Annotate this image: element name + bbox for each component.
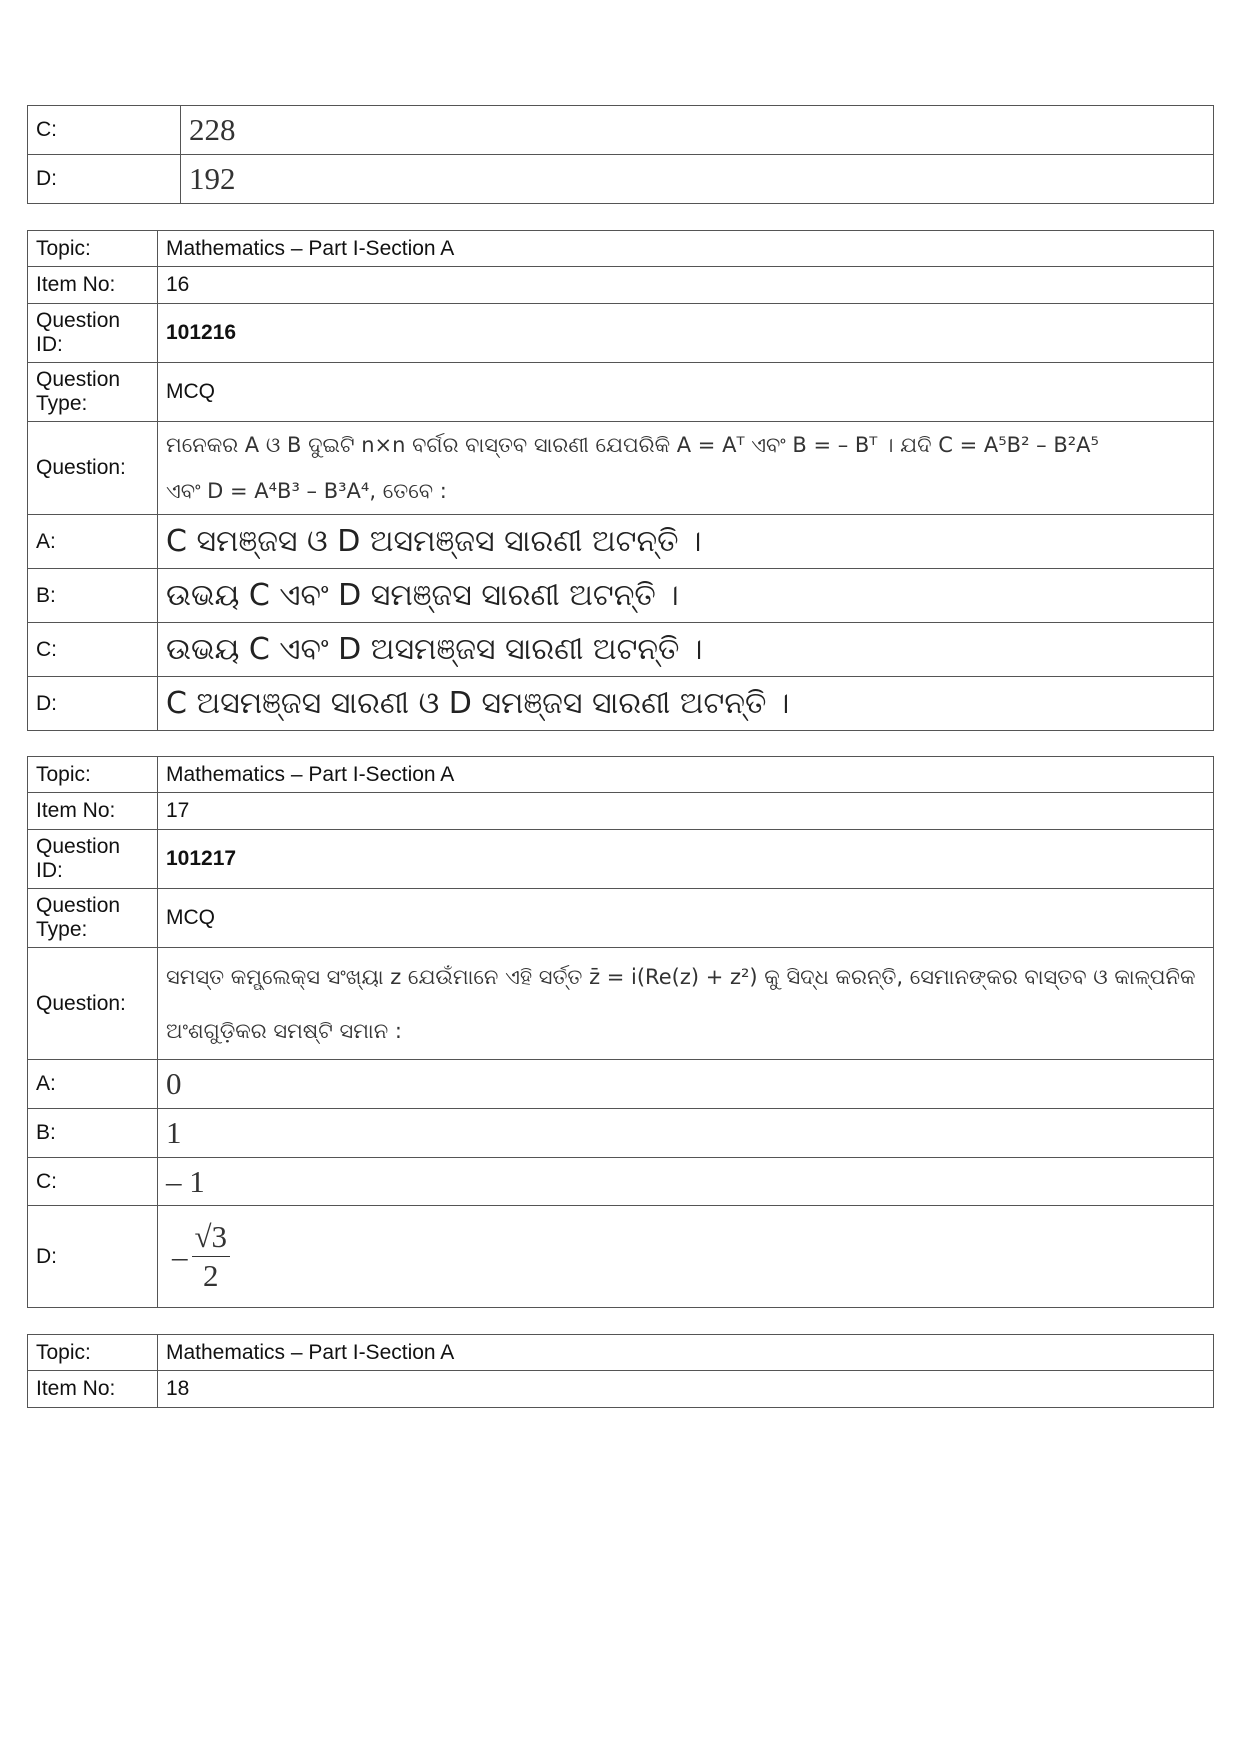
option-value: 228: [181, 106, 1214, 155]
option-label: A:: [28, 515, 158, 569]
prev-item-options-table: [27, 105, 1214, 204]
question-id-label: Question ID:: [28, 830, 158, 889]
topic-label: Topic:: [28, 1335, 158, 1371]
question-table-item-18: [27, 1334, 1214, 1408]
item-no-row: [28, 267, 1214, 304]
option-label: D:: [28, 155, 181, 204]
option-label: B:: [28, 1109, 158, 1158]
option-row-d: [28, 677, 1214, 731]
fraction-numerator: √3: [192, 1218, 231, 1257]
option-row-d: [28, 1206, 1214, 1308]
item-no-row: [28, 793, 1214, 830]
item-no-label: Item No:: [28, 267, 158, 304]
question-row: [28, 422, 1214, 515]
option-label: C:: [28, 106, 181, 155]
question-row: [28, 948, 1214, 1060]
option-text: C ଅସମଞ୍ଜସ ସାରଣୀ ଓ D ସମଞ୍ଜସ ସାରଣୀ ଅଟନ୍ତି ।: [158, 677, 1214, 731]
option-value: – 1: [158, 1158, 1214, 1206]
question-type-label: Question Type:: [28, 889, 158, 948]
item-no-value: 18: [158, 1371, 1214, 1408]
question-table-item-16: [27, 230, 1214, 731]
topic-row: [28, 1335, 1214, 1371]
option-value: 1: [158, 1109, 1214, 1158]
question-line: ସମସ୍ତ କମ୍ପ୍ଲେକ୍ସ ସଂଖ୍ୟା z ଯେଉଁମାନେ ଏହି ସର୍ତ୍ତ z̄ = i(Re(z) + z²) କୁ ସିଦ୍ଧ କରନ୍ତି, ସେମାନଙ୍କର ବାସ୍ତବ ଓ କାଳ୍ପନିକ: [166, 964, 1196, 989]
option-text: ଉଭୟ C ଏବଂ D ସମଞ୍ଜସ ସାରଣୀ ଅଟନ୍ତି ।: [158, 569, 1214, 623]
option-row-b: [28, 569, 1214, 623]
option-row-a: [28, 515, 1214, 569]
question-label: Question:: [28, 948, 158, 1060]
question-type-label: Question Type:: [28, 363, 158, 422]
topic-value: Mathematics – Part I-Section A: [158, 757, 1214, 793]
topic-value: Mathematics – Part I-Section A: [158, 1335, 1214, 1371]
option-value: 192: [181, 155, 1214, 204]
question-id-value: 101216: [158, 304, 1214, 363]
topic-row: [28, 757, 1214, 793]
item-no-label: Item No:: [28, 1371, 158, 1408]
option-value: [158, 1206, 1214, 1308]
option-row-c: [28, 623, 1214, 677]
topic-label: Topic:: [28, 231, 158, 267]
question-label: Question:: [28, 422, 158, 515]
topic-value: Mathematics – Part I-Section A: [158, 231, 1214, 267]
option-label: D:: [28, 1206, 158, 1308]
option-row-b: [28, 1109, 1214, 1158]
option-row-c: [28, 106, 1214, 155]
question-type-row: [28, 363, 1214, 422]
topic-label: Topic:: [28, 757, 158, 793]
option-value: 0: [158, 1060, 1214, 1109]
question-id-row: [28, 830, 1214, 889]
fraction: [192, 1218, 231, 1295]
item-no-value: 17: [158, 793, 1214, 830]
question-line: ଏବଂ D = A⁴B³ – B³A⁴, ତେବେ :: [166, 479, 447, 503]
item-no-label: Item No:: [28, 793, 158, 830]
option-text: C ସମଞ୍ଜସ ଓ D ଅସମଞ୍ଜସ ସାରଣୀ ଅଟନ୍ତି ।: [158, 515, 1214, 569]
fraction-denominator: 2: [203, 1258, 219, 1293]
option-text: ଉଭୟ C ଏବଂ D ଅସମଞ୍ଜସ ସାରଣୀ ଅଟନ୍ତି ।: [158, 623, 1214, 677]
question-id-value: 101217: [158, 830, 1214, 889]
question-type-value: MCQ: [158, 889, 1214, 948]
option-label: A:: [28, 1060, 158, 1109]
question-line: ଅଂଶଗୁଡ଼ିକର ସମଷ୍ଟି ସମାନ :: [166, 1018, 402, 1043]
option-label: C:: [28, 1158, 158, 1206]
item-no-value: 16: [158, 267, 1214, 304]
option-row-a: [28, 1060, 1214, 1109]
question-type-row: [28, 889, 1214, 948]
question-line: ମନେକର A ଓ B ଦୁଇଟି n×n ବର୍ଗର ବାସ୍ତବ ସାରଣୀ ଯେପରିକି A = Aᵀ ଏବଂ B = – Bᵀ । ଯଦି C = A⁵B² – B²A⁵: [166, 433, 1099, 457]
option-label: C:: [28, 623, 158, 677]
option-label: B:: [28, 569, 158, 623]
option-row-c: [28, 1158, 1214, 1206]
item-no-row: [28, 1371, 1214, 1408]
option-label: D:: [28, 677, 158, 731]
question-table-item-17: [27, 756, 1214, 1308]
question-type-value: MCQ: [158, 363, 1214, 422]
topic-row: [28, 231, 1214, 267]
fraction-sign: –: [172, 1238, 188, 1274]
option-row-d: [28, 155, 1214, 204]
question-text: [158, 948, 1214, 1060]
question-id-label: Question ID:: [28, 304, 158, 363]
question-text: [158, 422, 1214, 515]
question-id-row: [28, 304, 1214, 363]
